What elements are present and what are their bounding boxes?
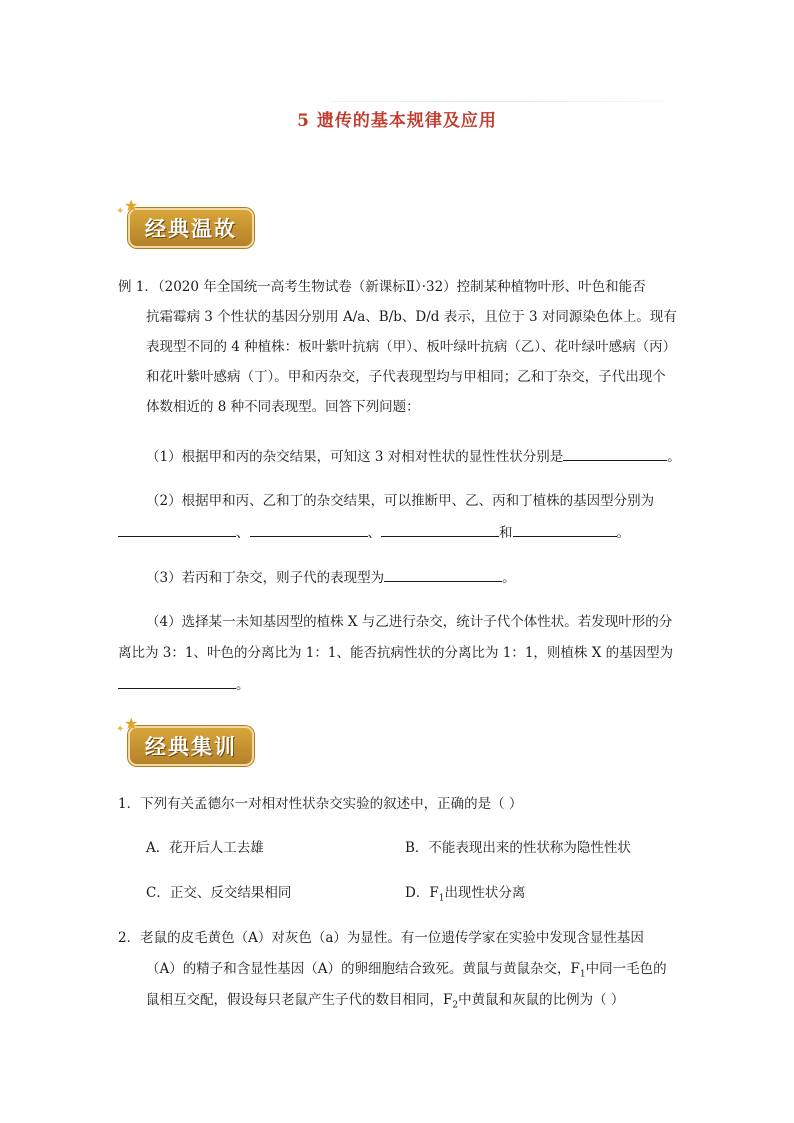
option-d-text: 出现性状分离 (444, 885, 526, 901)
question2-line2 (146, 959, 667, 985)
example1-q2: （2）根据甲和丙、乙和丁的杂交结果，可以推断甲、乙、丙和丁植株的基因型分别为 (146, 493, 655, 509)
example1-line3: 表现型不同的 4 种植株：板叶紫叶抗病（甲）、板叶绿叶抗病（乙）、花叶绿叶感病（丙） (146, 339, 677, 355)
q3-text: （3）若丙和丁杂交，则子代的表现型为 (146, 570, 385, 586)
q1-end: 。 (667, 449, 681, 465)
q2-line3-post: 中黄鼠和灰鼠的比例为（ ） (458, 992, 625, 1008)
q2-blank-ding[interactable] (513, 522, 617, 537)
q2-blank-jia[interactable] (118, 522, 236, 537)
question1-option-a[interactable]: A．花开后人工去雄 (146, 840, 264, 856)
q1-text: （1）根据甲和丙的杂交结果，可知这 3 对相对性状的显性性状分别是 (146, 449, 564, 465)
q2-sep: 、 (236, 525, 250, 541)
q2-blank-yi[interactable] (250, 522, 368, 537)
page-title: 5 遗传的基本规律及应用 (297, 111, 497, 131)
example1-line1: 例 1．（2020 年全国统一高考生物试卷（新课标Ⅱ）·32）控制某种植物叶形、叶色和能否 (118, 279, 646, 295)
option-d-prefix: D．F (405, 885, 439, 901)
sparkle-icon: ✦ (116, 206, 125, 217)
example1-q3 (146, 567, 516, 588)
question2-line1: 2．老鼠的皮毛黄色（A）对灰色（a）为显性。有一位遗传学家在实验中发现含显性基因 (118, 930, 644, 946)
option-d-subscript: 1 (438, 893, 445, 904)
example1-q4-line1: （4）选择某一未知基因型的植株 X 与乙进行杂交，统计子代个体性状。若发现叶形的分 (146, 614, 673, 630)
q3-answer-blank[interactable] (384, 567, 502, 582)
q2-blank-bing[interactable] (381, 522, 499, 537)
example1-q4-line2: 离比为 3：1、叶色的分离比为 1：1、能否抗病性状的分离比为 1：1，则植株 X 的基因型为 (118, 645, 674, 661)
section-badge-review (116, 196, 254, 248)
q3-end: 。 (502, 570, 516, 586)
question1-option-c[interactable]: C．正交、反交结果相同 (146, 885, 292, 901)
question1-stem: 1．下列有关孟德尔一对相对性状杂交实验的叙述中，正确的是（ ） (118, 796, 523, 812)
example1-q1 (146, 446, 681, 467)
q1-answer-blank[interactable] (563, 446, 667, 461)
header-rule (330, 101, 666, 102)
sparkle-icon: ✦ (116, 724, 125, 735)
q2-line3-pre: 鼠相互交配，假设每只老鼠产生子代的数目相同，F (146, 992, 453, 1008)
q2-line3-sub: 2 (452, 1000, 459, 1011)
q2-line2-pre: （A）的精子和含显性基因（A）的卵细胞结合致死。黄鼠与黄鼠杂交，F (146, 961, 580, 977)
example1-line5: 体数相近的 8 种不同表现型。回答下列问题： (146, 399, 420, 415)
q2-sep: 、 (367, 525, 381, 541)
question1-option-d[interactable] (405, 883, 525, 909)
question1-option-b[interactable]: B．不能表现出来的性状称为隐性性状 (405, 840, 631, 856)
q2-line2-post: 中同一毛色的 (585, 961, 667, 977)
example1-q4-line3 (118, 674, 250, 695)
q2-sep: 和 (499, 525, 513, 541)
q4-end: 。 (236, 677, 250, 693)
question2-line3 (146, 990, 624, 1016)
section-label: 经典温故 (145, 217, 237, 241)
q4-answer-blank[interactable] (118, 674, 236, 689)
q2-line2-sub: 1 (579, 969, 586, 980)
section-badge-practice (116, 714, 254, 766)
example1-q2-blanks (118, 522, 630, 543)
section-label: 经典集训 (145, 735, 237, 759)
example1-line4: 和花叶紫叶感病（丁）。甲和丙杂交，子代表现型均与甲相同；乙和丁杂交，子代出现个 (146, 369, 666, 385)
star-icon: ★ (124, 196, 139, 215)
q2-end: 。 (616, 525, 630, 541)
star-icon: ★ (124, 714, 139, 733)
example1-line2: 抗霜霉病 3 个性状的基因分别用 A/a、B/b、D/d 表示，且位于 3 对同源染色体上。现有 (146, 309, 677, 325)
